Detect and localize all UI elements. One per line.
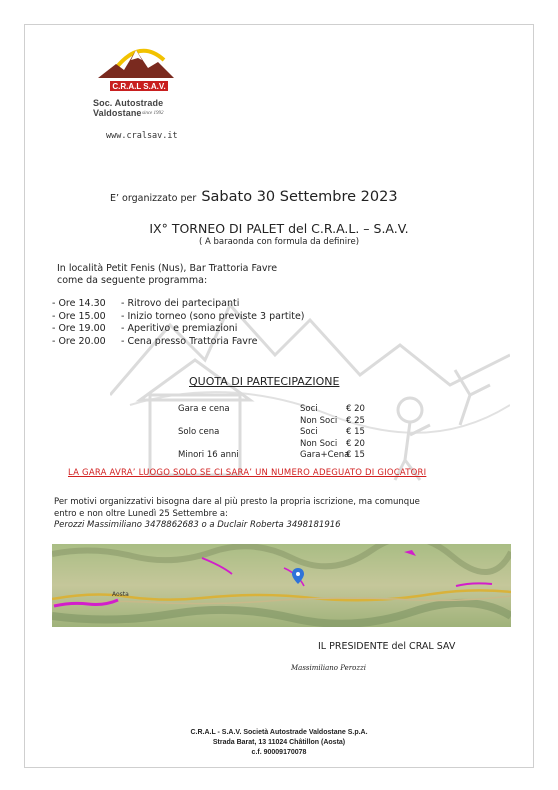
president-title: IL PRESIDENTE del CRAL SAV [318, 641, 456, 652]
warning-notice: LA GARA AVRA’ LUOGO SOLO SE CI SARA’ UN NUMERO ADEGUATO DI GIOCATORI [68, 468, 427, 478]
schedule-time: - Ore 15.00 [52, 310, 106, 322]
fees-table [178, 404, 386, 462]
svg-text:C.R.A.L S.A.V.: C.R.A.L S.A.V. [112, 82, 166, 91]
website-link[interactable]: www.cralsav.it [106, 131, 178, 141]
intro-prefix: E’ organizzato per [110, 193, 197, 204]
fee-category: Solo cena [178, 427, 220, 437]
fee-row [178, 439, 386, 451]
schedule-list [52, 298, 305, 348]
fee-category: Gara e cena [178, 404, 230, 414]
fee-price: € 15 [346, 450, 365, 460]
footer-address: Strada Barat, 13 11024 Châtillon (Aosta) [212, 739, 346, 746]
location-text [57, 263, 377, 287]
map-town-label: Aosta [112, 591, 129, 598]
fee-type: Soci [300, 427, 318, 437]
fee-price: € 20 [346, 404, 365, 414]
fee-price: € 15 [346, 427, 365, 437]
fee-type: Non Soci [300, 415, 338, 426]
fee-type: Soci [300, 404, 318, 414]
event-title: IX° TORNEO DI PALET del C.R.A.L. – S.A.V. [149, 221, 409, 236]
event-date: Sabato 30 Settembre 2023 [201, 189, 398, 205]
fee-category [178, 439, 300, 451]
schedule-row [52, 323, 305, 336]
fee-price: € 25 [346, 415, 365, 426]
schedule-row [52, 311, 305, 324]
schedule-time: - Ore 19.00 [52, 323, 106, 334]
schedule-row [52, 336, 305, 349]
registration-line: Per motivi organizzativi bisogna dare al più presto la propria iscrizione, ma comunque [54, 497, 420, 507]
fee-category [178, 416, 300, 428]
fee-type: Non Soci [300, 438, 338, 449]
schedule-activity: - Inizio torneo (sono previste 3 partite) [121, 310, 305, 322]
schedule-time: - Ore 20.00 [52, 335, 106, 347]
fee-row [178, 404, 386, 416]
schedule-row [52, 298, 305, 311]
fee-row [178, 450, 386, 462]
registration-contacts: Perozzi Massimiliano 3478862683 o a Duclair Roberta 3498181916 [54, 520, 341, 530]
fee-row [178, 427, 386, 439]
footer-fiscal-code: c.f. 90009170078 [251, 749, 307, 756]
fee-price: € 20 [346, 438, 365, 449]
program-intro: come da seguente programma: [57, 275, 208, 286]
registration-info [54, 497, 524, 532]
footer-company: C.R.A.L - S.A.V. Società Autostrade Valdostane S.p.A. [190, 729, 368, 736]
schedule-activity: - Ritrovo dei partecipanti [121, 298, 240, 309]
schedule-activity: - Aperitivo e premiazioni [121, 323, 238, 334]
schedule-activity: - Cena presso Trattoria Favre [121, 335, 258, 347]
president-signature: Massimiliano Perozzi [291, 664, 366, 672]
location-line: In località Petit Fenis (Nus), Bar Trattoria Favre [57, 263, 278, 274]
location-map[interactable] [52, 544, 511, 627]
intro-line [110, 186, 398, 205]
footer [100, 728, 458, 758]
registration-deadline: entro e non oltre Lunedì 25 Settembre a: [54, 508, 228, 519]
schedule-time: - Ore 14.30 [52, 298, 106, 309]
event-subtitle: ( A baraonda con formula da definire) [198, 237, 360, 247]
fee-category: Minori 16 anni [178, 450, 239, 460]
brand-since: since 1992 [142, 111, 164, 116]
fees-title: QUOTA DI PARTECIPAZIONE [189, 375, 340, 388]
fee-row [178, 416, 386, 428]
fee-type: Gara+Cena [300, 450, 350, 460]
brand-name: Soc. Autostrade Valdostane [93, 98, 164, 118]
